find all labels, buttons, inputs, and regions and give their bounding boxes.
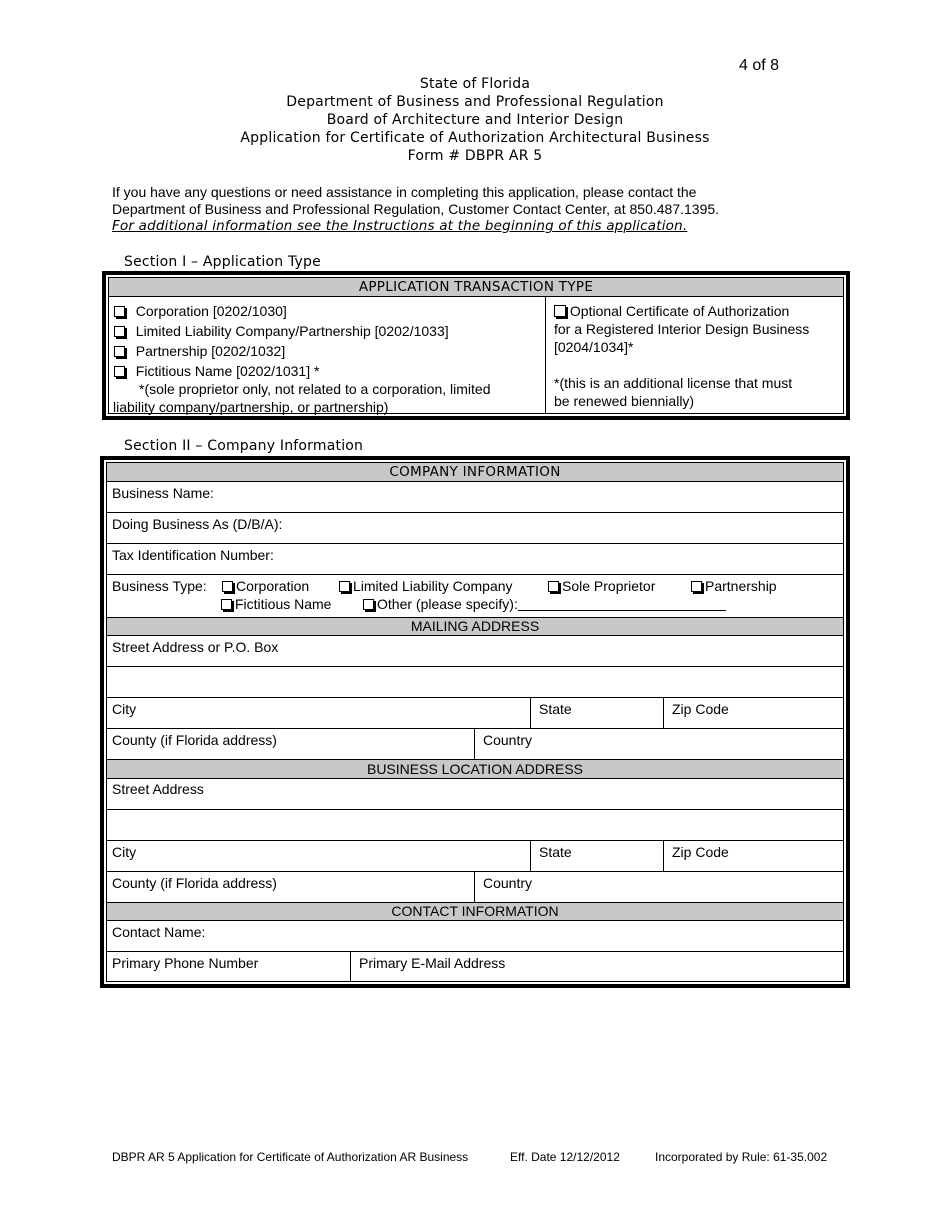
application-type-table	[102, 271, 850, 420]
application-transaction-type-bar: APPLICATION TRANSACTION TYPE	[109, 278, 843, 297]
mailing-county-field[interactable]: County (if Florida address)	[112, 732, 277, 748]
dba-field[interactable]: Doing Business As (D/B/A):	[112, 516, 283, 532]
business-location-bar: BUSINESS LOCATION ADDRESS	[107, 760, 843, 779]
optional-note-line-1: *(this is an additional license that must	[554, 375, 793, 391]
location-zip-field[interactable]: Zip Code	[672, 844, 729, 860]
checkbox-icon[interactable]	[363, 599, 374, 610]
header-board: Board of Architecture and Interior Design	[326, 112, 624, 128]
checkbox-icon[interactable]	[339, 581, 350, 592]
mailing-country-field[interactable]: Country	[483, 732, 533, 748]
location-county-field[interactable]: County (if Florida address)	[112, 875, 277, 891]
business-type-sole-proprietor[interactable]: Sole Proprietor	[548, 578, 655, 595]
optional-line-2: for a Registered Interior Design Business	[554, 321, 810, 337]
business-type-fictitious[interactable]: Fictitious Name	[221, 596, 331, 613]
checkbox-icon[interactable]	[114, 306, 125, 317]
mailing-zip-field[interactable]: Zip Code	[672, 701, 729, 717]
intro-line-2: Department of Business and Professional Regulation, Customer Contact Center, at 850.487.1395.	[112, 201, 720, 217]
tax-id-field[interactable]: Tax Identification Number:	[112, 547, 274, 563]
header-state: State of Florida	[419, 76, 531, 92]
other-specify-line[interactable]	[518, 598, 726, 611]
intro-instructions-note: For additional information see the Instructions at the beginning of this application.	[112, 218, 688, 234]
option-interior-design-business[interactable]: Optional Certificate of Authorization	[554, 303, 789, 320]
mailing-address-bar: MAILING ADDRESS	[107, 618, 843, 636]
company-information-bar: COMPANY INFORMATION	[107, 463, 843, 482]
fictitious-note-line-2: liability company/partnership, or partnership)	[113, 399, 389, 415]
footer-rule: Incorporated by Rule: 61-35.002	[655, 1150, 828, 1164]
mailing-state-field[interactable]: State	[539, 701, 572, 717]
contact-name-field[interactable]: Contact Name:	[112, 924, 206, 940]
header-department: Department of Business and Professional Regulation	[286, 94, 664, 110]
business-type-label: Business Type:	[112, 578, 207, 594]
form-header	[0, 75, 950, 165]
location-state-field[interactable]: State	[539, 844, 572, 860]
checkbox-icon[interactable]	[548, 581, 559, 592]
footer-form-name: DBPR AR 5 Application for Certificate of Authorization AR Business	[112, 1150, 469, 1164]
primary-phone-field[interactable]: Primary Phone Number	[112, 955, 259, 971]
optional-note-line-2: be renewed biennially)	[554, 393, 695, 409]
page-number: 4 of 8	[739, 57, 780, 74]
section-2-title: Section II – Company Information	[124, 438, 364, 454]
checkbox-icon[interactable]	[554, 305, 566, 317]
location-country-field[interactable]: Country	[483, 875, 533, 891]
section-1-title: Section I – Application Type	[124, 254, 321, 270]
optional-line-3: [0204/1034]*	[554, 339, 634, 355]
primary-email-field[interactable]: Primary E-Mail Address	[359, 955, 506, 971]
company-information-table	[100, 456, 850, 988]
business-name-field[interactable]: Business Name:	[112, 485, 214, 501]
checkbox-icon[interactable]	[222, 581, 233, 592]
footer-effective-date: Eff. Date 12/12/2012	[510, 1150, 620, 1164]
contact-information-bar: CONTACT INFORMATION	[107, 903, 843, 921]
mailing-street-field[interactable]: Street Address or P.O. Box	[112, 639, 279, 655]
fictitious-note-line-1: *(sole proprietor only, not related to a corporation, limited	[139, 381, 491, 397]
location-city-field[interactable]: City	[112, 844, 137, 860]
option-fictitious-name[interactable]: Fictitious Name [0202/1031] *	[114, 363, 319, 380]
checkbox-icon[interactable]	[114, 366, 125, 377]
checkbox-icon[interactable]	[221, 599, 232, 610]
option-partnership[interactable]: Partnership [0202/1032]	[114, 343, 285, 360]
business-type-partnership[interactable]: Partnership	[691, 578, 777, 595]
checkbox-icon[interactable]	[691, 581, 702, 592]
location-street-field[interactable]: Street Address	[112, 781, 204, 797]
option-corporation[interactable]: Corporation [0202/1030]	[114, 303, 287, 320]
business-type-corporation[interactable]: Corporation	[222, 578, 309, 595]
intro-line-1: If you have any questions or need assistance in completing this application, please contact the	[112, 184, 697, 200]
checkbox-icon[interactable]	[114, 346, 125, 357]
header-form-number: Form # DBPR AR 5	[407, 148, 543, 164]
header-application-title: Application for Certificate of Authorization Architectural Business	[240, 130, 710, 146]
business-type-llc[interactable]: Limited Liability Company	[339, 578, 513, 595]
option-llc-partnership[interactable]: Limited Liability Company/Partnership [0202/1033]	[114, 323, 449, 340]
business-type-other[interactable]: Other (please specify):	[363, 596, 726, 613]
mailing-city-field[interactable]: City	[112, 701, 137, 717]
intro-text	[112, 184, 852, 235]
checkbox-icon[interactable]	[114, 326, 125, 337]
